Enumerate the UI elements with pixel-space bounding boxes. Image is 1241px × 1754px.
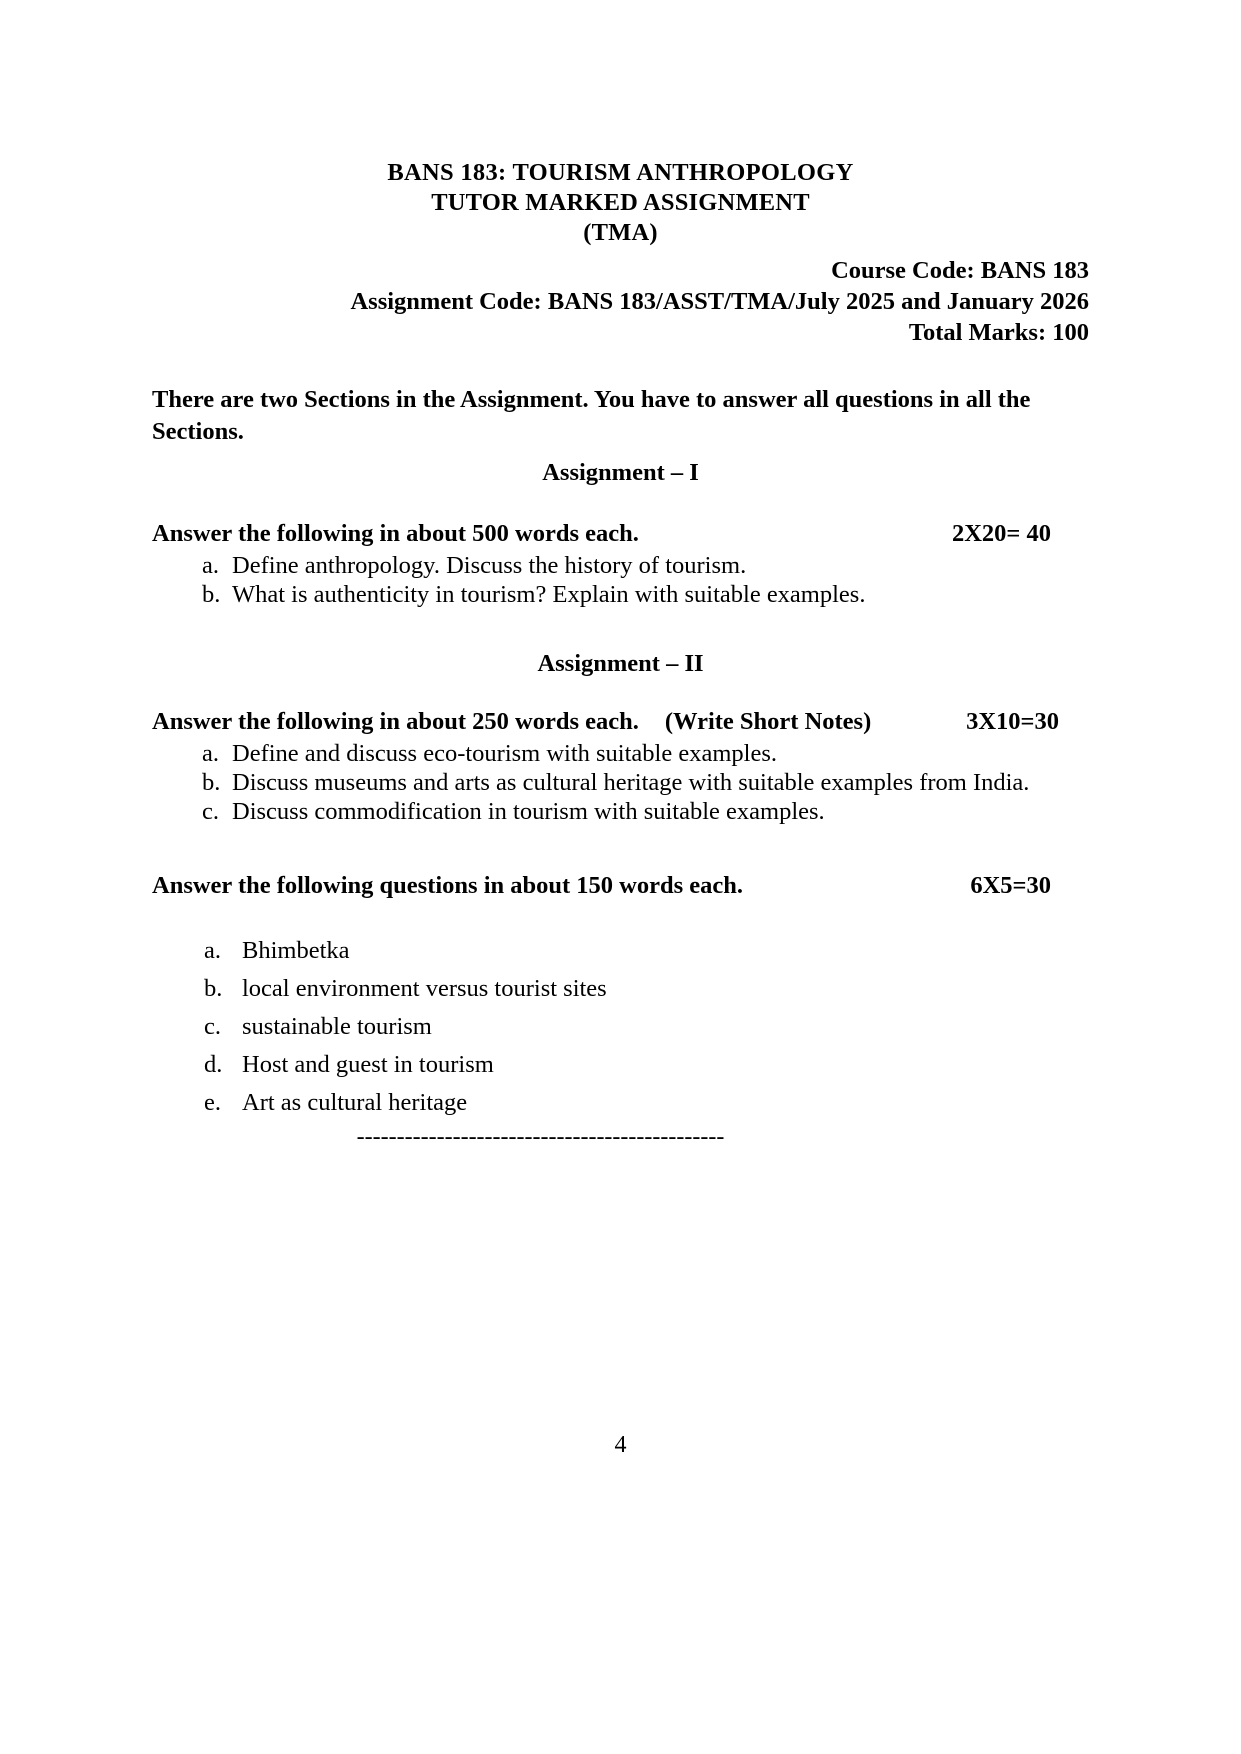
- instruction-marks-1: 2X20= 40: [951, 520, 1051, 547]
- document-title-block: [152, 0, 1089, 248]
- list-item: [152, 551, 1089, 580]
- instruction-note-2: (Write Short Notes): [664, 708, 872, 735]
- document-content: [152, 0, 1089, 1150]
- instruction-text-1: Answer the following in about 500 words each.: [152, 520, 639, 547]
- list-item: [152, 1008, 1089, 1046]
- instruction-marks-2: 3X10=30: [966, 708, 1059, 735]
- list-item: [152, 739, 1089, 768]
- list-item-text: Bhimbetka: [242, 937, 350, 964]
- list-item-marker: b.: [202, 581, 221, 608]
- question-list-assignment-2: [152, 739, 1089, 826]
- list-item-text: local environment versus tourist sites: [242, 975, 607, 1002]
- question-list-short-questions: [152, 932, 1089, 1122]
- title-line-assignment-type: TUTOR MARKED ASSIGNMENT: [431, 189, 810, 216]
- section-heading-assignment-2: Assignment – II: [537, 650, 704, 677]
- list-item-text: sustainable tourism: [242, 1013, 432, 1040]
- page-number: 4: [614, 1432, 627, 1458]
- intro-paragraph: There are two Sections in the Assignment. You have to answer all questions in all the Sections.: [152, 386, 1031, 445]
- total-marks: Total Marks: 100: [908, 319, 1089, 346]
- list-item-marker: b.: [202, 769, 221, 796]
- list-item-marker: e.: [204, 1089, 221, 1116]
- question-list-assignment-1: [152, 551, 1089, 609]
- list-item-text: Define and discuss eco-tourism with suitable examples.: [232, 740, 777, 767]
- list-item-text: Discuss commodification in tourism with suitable examples.: [232, 798, 825, 825]
- instruction-short-questions: [152, 871, 1089, 901]
- list-item-text: Discuss museums and arts as cultural heritage with suitable examples from India.: [232, 769, 1030, 796]
- section-separator: ----------------------------------------------: [356, 1124, 725, 1150]
- section-heading-assignment-1: Assignment – I: [542, 459, 699, 486]
- instruction-assignment-1: [152, 519, 1089, 549]
- list-item: [152, 1084, 1089, 1122]
- list-item-marker: a.: [202, 552, 219, 579]
- title-line-course: BANS 183: TOURISM ANTHROPOLOGY: [387, 159, 854, 186]
- list-item-text: Host and guest in tourism: [242, 1051, 494, 1078]
- list-item: [152, 580, 1089, 609]
- instruction-marks-3: 6X5=30: [970, 872, 1051, 899]
- instruction-assignment-2: [152, 707, 1089, 737]
- list-item-marker: c.: [202, 798, 219, 825]
- list-item: [152, 1046, 1089, 1084]
- document-meta-block: [152, 255, 1089, 348]
- list-item-marker: b.: [204, 975, 223, 1002]
- list-item-text: What is authenticity in tourism? Explain with suitable examples.: [232, 581, 866, 608]
- list-item: [152, 768, 1089, 797]
- title-line-tma: (TMA): [583, 219, 658, 246]
- list-item-marker: c.: [204, 1013, 221, 1040]
- course-code: Course Code: BANS 183: [831, 257, 1089, 284]
- list-item-text: Art as cultural heritage: [242, 1089, 468, 1116]
- list-item-text: Define anthropology. Discuss the history of tourism.: [232, 552, 747, 579]
- list-item: [152, 970, 1089, 1008]
- list-item-marker: a.: [202, 740, 219, 767]
- list-item-marker: d.: [204, 1051, 223, 1078]
- assignment-code: Assignment Code: BANS 183/ASST/TMA/July 2025 and January 2026: [350, 288, 1089, 315]
- instruction-text-2: Answer the following in about 250 words each.: [152, 708, 639, 735]
- list-item: [152, 797, 1089, 826]
- instruction-text-3: Answer the following questions in about 150 words each.: [152, 872, 744, 899]
- list-item-marker: a.: [204, 937, 221, 964]
- list-item: [152, 932, 1089, 970]
